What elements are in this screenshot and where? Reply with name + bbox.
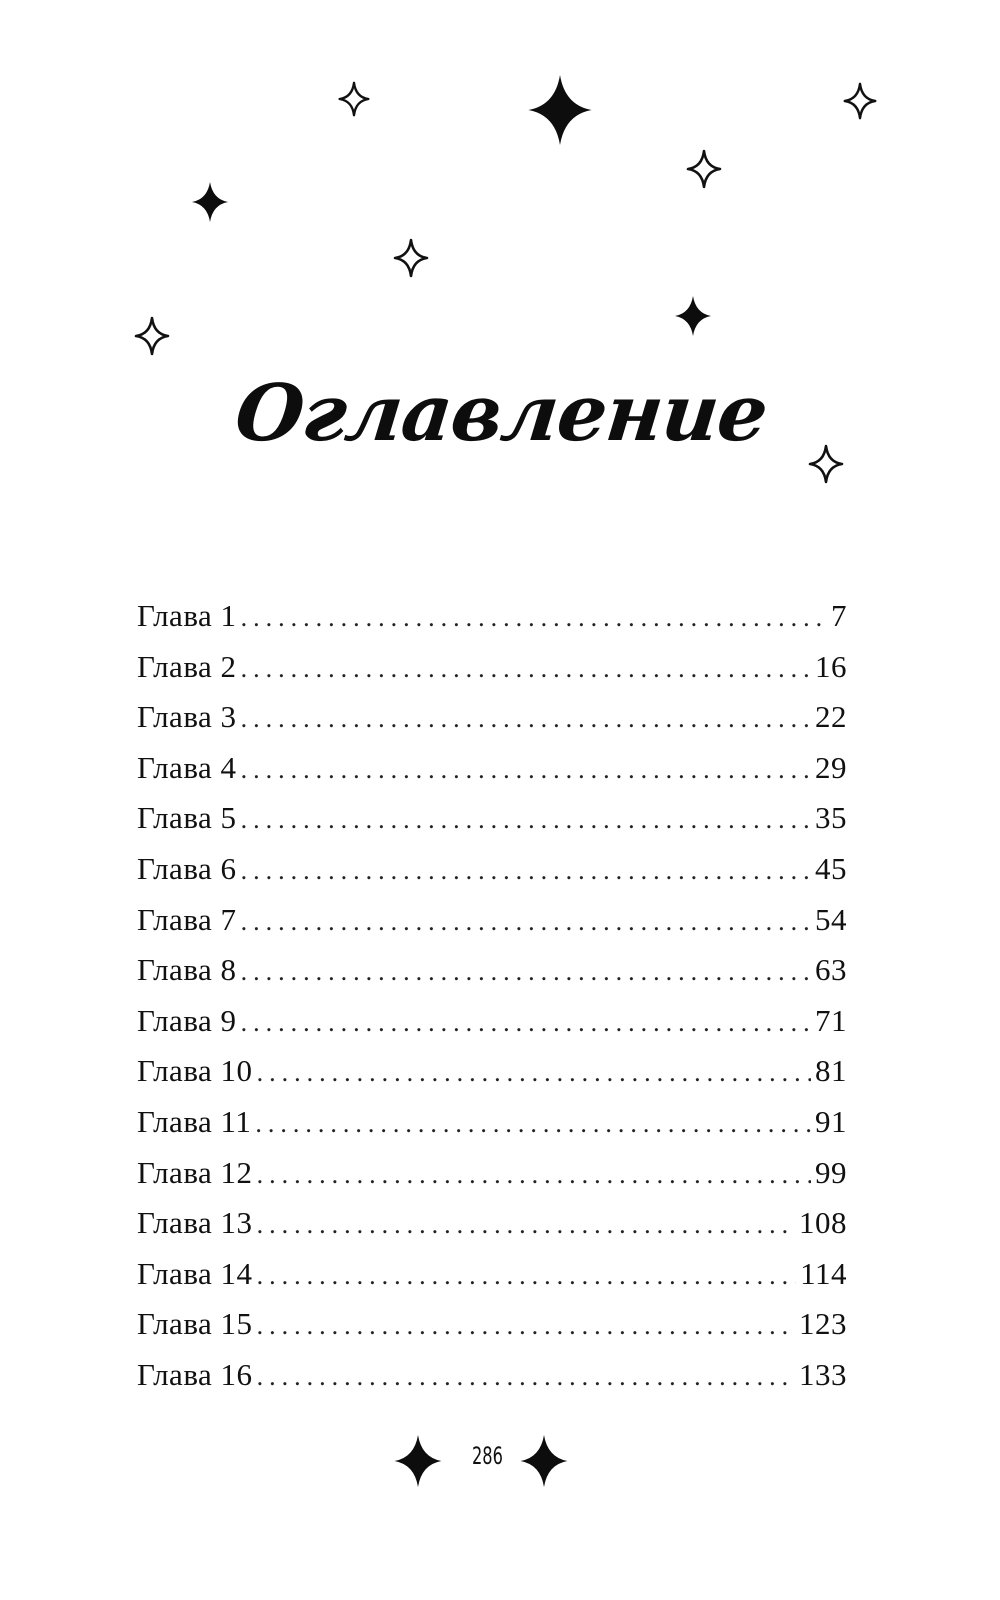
toc-entry — [137, 1104, 847, 1155]
outline-star-icon — [132, 314, 172, 358]
dot-leader — [241, 856, 811, 886]
toc-entry-page: 22 — [815, 699, 847, 735]
outline-star-icon — [684, 148, 724, 190]
toc-entry — [137, 1155, 847, 1206]
dot-leader — [255, 1109, 811, 1139]
toc-entry — [137, 851, 847, 902]
dot-leader — [241, 1008, 811, 1038]
toc-entry-label: Глава 16 — [137, 1356, 253, 1392]
toc-entry-label: Глава 10 — [137, 1053, 253, 1089]
toc-entry — [137, 1003, 847, 1054]
dot-leader — [257, 1261, 797, 1291]
toc-entry — [137, 902, 847, 953]
solid-star-icon — [525, 70, 595, 150]
toc-entry-page: 63 — [815, 952, 847, 988]
toc-entry-label: Глава 11 — [137, 1103, 252, 1139]
dot-leader — [257, 1311, 795, 1341]
toc-entry — [137, 1205, 847, 1256]
decorative-stars — [0, 0, 1000, 560]
toc-entry — [137, 1357, 847, 1408]
dot-leader — [241, 603, 827, 633]
toc-entry — [137, 1053, 847, 1104]
outline-star-icon — [391, 237, 431, 279]
dot-leader — [241, 907, 811, 937]
toc-entry-label: Глава 15 — [137, 1306, 253, 1342]
toc-entry-label: Глава 12 — [137, 1154, 253, 1190]
toc-entry-page: 71 — [815, 1002, 847, 1038]
toc-entry-page: 29 — [815, 749, 847, 785]
toc-entry — [137, 952, 847, 1003]
toc-entry — [137, 598, 847, 649]
toc-entry-page: 123 — [799, 1306, 847, 1342]
toc-entry-label: Глава 5 — [137, 800, 237, 836]
toc-entry-label: Глава 3 — [137, 699, 237, 735]
toc-entry-page: 91 — [815, 1103, 847, 1139]
toc-entry-page: 99 — [815, 1154, 847, 1190]
toc-entry-label: Глава 7 — [137, 901, 237, 937]
toc-entry-label: Глава 14 — [137, 1255, 253, 1291]
page-number: 286 — [472, 1442, 503, 1470]
toc-entry-label: Глава 4 — [137, 749, 237, 785]
dot-leader — [241, 805, 811, 835]
toc-entry-page: 133 — [799, 1356, 847, 1392]
dot-leader — [257, 1210, 795, 1240]
outline-star-icon — [336, 80, 372, 118]
dot-leader — [241, 755, 811, 785]
solid-star-icon — [673, 294, 713, 338]
page-title: Оглавление — [231, 368, 772, 459]
dot-leader — [241, 654, 811, 684]
toc-entry — [137, 1256, 847, 1307]
toc-entry-label: Глава 8 — [137, 952, 237, 988]
toc-entry-page: 45 — [815, 850, 847, 886]
outline-star-icon — [806, 442, 846, 486]
toc-entry-page: 108 — [799, 1205, 847, 1241]
toc-entry-label: Глава 13 — [137, 1205, 253, 1241]
toc-entry — [137, 649, 847, 700]
toc-entry-label: Глава 9 — [137, 1002, 237, 1038]
toc-entry-label: Глава 2 — [137, 648, 237, 684]
toc-entry-page: 16 — [815, 648, 847, 684]
toc-entry-page: 54 — [815, 901, 847, 937]
table-of-contents — [137, 598, 847, 1408]
dot-leader — [257, 1058, 811, 1088]
toc-entry-page: 35 — [815, 800, 847, 836]
toc-entry — [137, 1306, 847, 1357]
toc-entry-label: Глава 1 — [137, 598, 237, 633]
dot-leader — [241, 704, 811, 734]
toc-entry — [137, 699, 847, 750]
solid-star-icon — [518, 1432, 570, 1490]
toc-entry-label: Глава 6 — [137, 850, 237, 886]
dot-leader — [241, 957, 811, 987]
toc-entry-page: 7 — [831, 598, 847, 633]
page-footer — [0, 1432, 1000, 1492]
dot-leader — [257, 1362, 795, 1392]
toc-entry — [137, 750, 847, 801]
solid-star-icon — [392, 1432, 444, 1490]
solid-star-icon — [190, 180, 230, 224]
toc-entry — [137, 800, 847, 851]
outline-star-icon — [841, 80, 879, 122]
toc-entry-page: 81 — [815, 1053, 847, 1089]
dot-leader — [257, 1160, 811, 1190]
toc-entry-page: 114 — [800, 1255, 847, 1291]
